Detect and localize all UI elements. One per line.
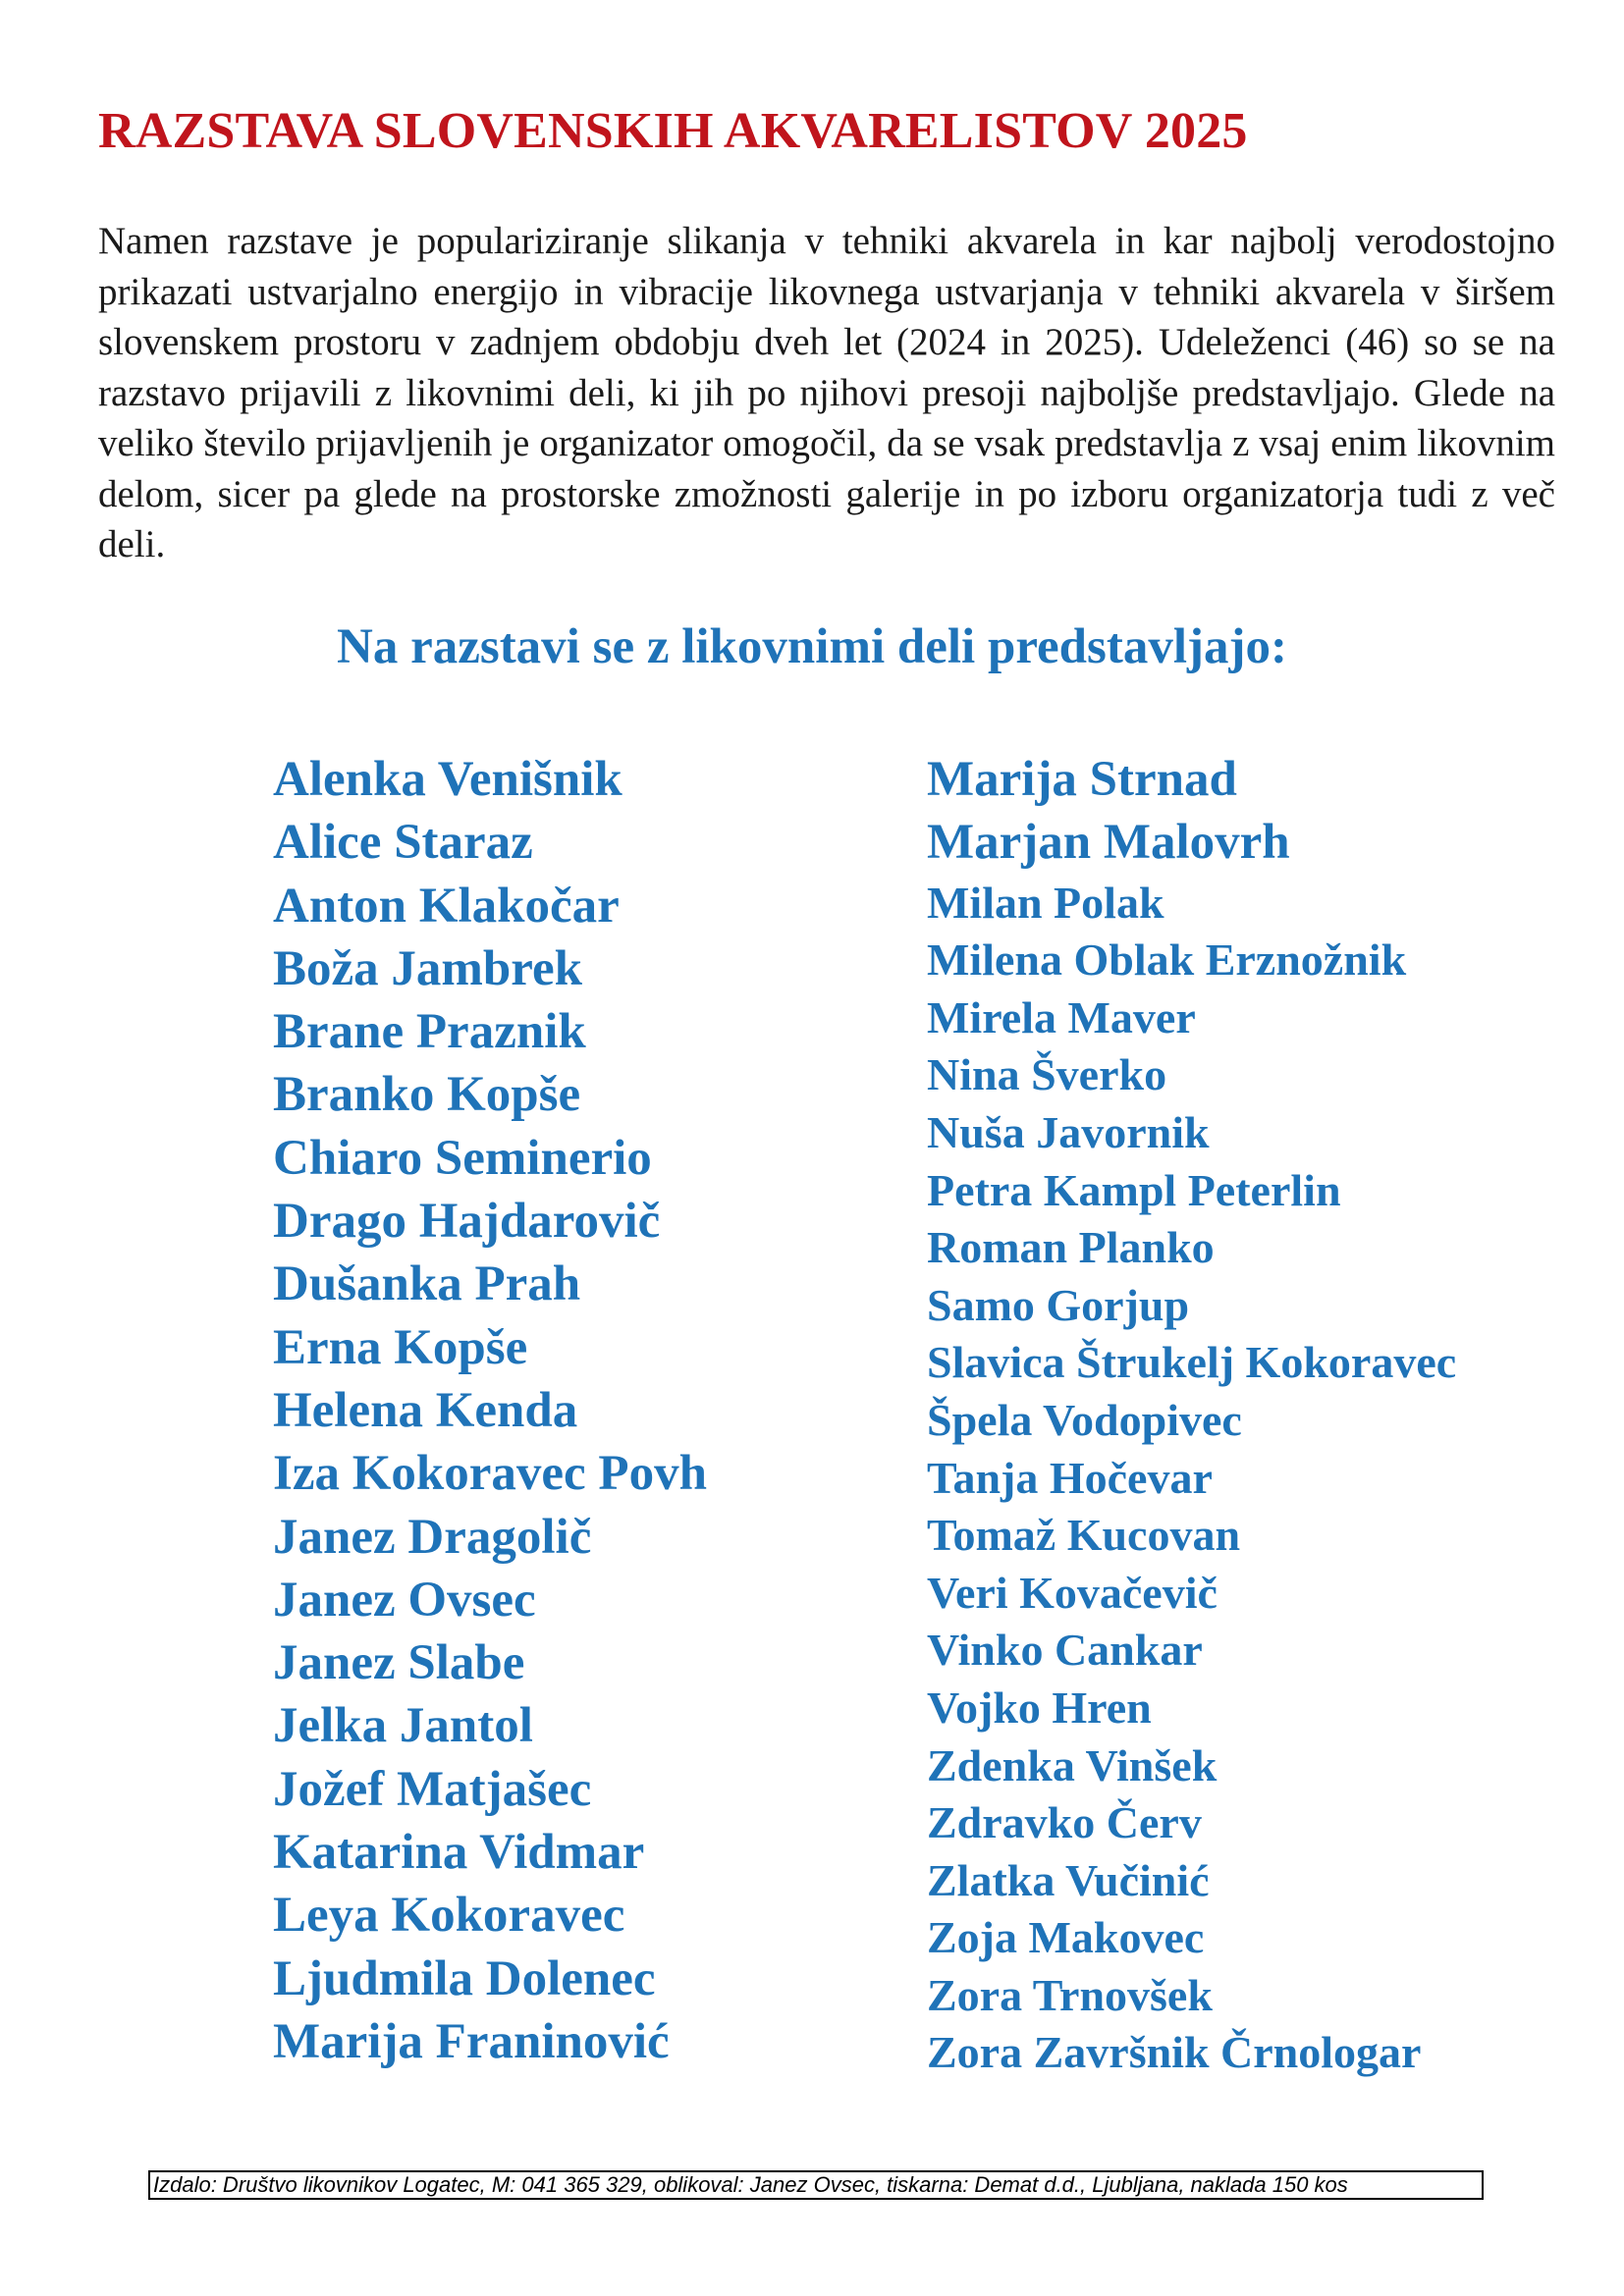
participant-name: Roman Planko bbox=[927, 1222, 1215, 1273]
participant-name: Ljudmila Dolenec bbox=[273, 1950, 656, 2006]
participant-name: Samo Gorjup bbox=[927, 1279, 1190, 1330]
participant-name: Špela Vodopivec bbox=[927, 1394, 1242, 1445]
participant-name: Leya Kokoravec bbox=[273, 1888, 625, 1944]
participant-name: Zoja Makovec bbox=[927, 1912, 1205, 1963]
participant-name: Zdenka Vinšek bbox=[927, 1739, 1218, 1790]
participant-name: Zlatka Vučinić bbox=[927, 1854, 1210, 1905]
participant-name: Erna Kopše bbox=[273, 1319, 528, 1375]
participant-name: Iza Kokoravec Povh bbox=[273, 1446, 707, 1502]
participant-name: Nina Šverko bbox=[927, 1049, 1167, 1100]
participant-name: Chiaro Seminerio bbox=[273, 1130, 652, 1186]
participant-name: Alenka Venišnik bbox=[273, 752, 623, 807]
participant-name: Boža Jambrek bbox=[273, 940, 582, 996]
participant-name: Nuša Javornik bbox=[927, 1106, 1210, 1157]
participant-name: Slavica Štrukelj Kokoravec bbox=[927, 1337, 1457, 1388]
participant-name: Petra Kampl Peterlin bbox=[927, 1164, 1341, 1215]
participant-name: Alice Staraz bbox=[273, 815, 533, 871]
participant-name: Helena Kenda bbox=[273, 1382, 578, 1438]
participant-name: Jelka Jantol bbox=[273, 1698, 533, 1754]
participants-list-left bbox=[273, 748, 707, 2073]
participant-name: Marjan Malovrh bbox=[927, 815, 1290, 871]
participant-name: Zdravko Červ bbox=[927, 1797, 1202, 1848]
participant-name: Mirela Maver bbox=[927, 991, 1196, 1042]
participant-name: Zora Trnovšek bbox=[927, 1969, 1213, 2020]
participant-name: Zora Završnik Črnologar bbox=[927, 2027, 1422, 2078]
participant-name: Katarina Vidmar bbox=[273, 1825, 645, 1881]
participant-name: Drago Hajdarovič bbox=[273, 1194, 661, 1250]
participant-name: Janez Ovsec bbox=[273, 1572, 536, 1628]
participant-name: Vojko Hren bbox=[927, 1682, 1152, 1733]
participant-name: Brane Praznik bbox=[273, 1004, 586, 1060]
intro-paragraph: Namen razstave je populariziranje slikanja v tehniki akvarela in kar najbolj verodostojno prikazati ustvarjalno energijo in vibracije likovnega ustvarjanja v tehniki akvarela v širšem slovenskem prostoru v zadnjem obdobju dveh let (2024 in 2025). Udeleženci (46) so se na razstavo prijavili z likovnimi deli, ki jih po njihovi presoji najboljše predstavljajo. Glede na veliko število prijavljenih je organizator omogočil, da se vsak predstavlja z vsaj enim likovnim delom, sicer pa glede na prostorske zmožnosti galerije in po izboru organizatorja tudi z več deli. bbox=[98, 220, 1555, 565]
participant-name: Branko Kopše bbox=[273, 1067, 581, 1123]
participants-list-right bbox=[927, 748, 1456, 2082]
participant-name: Vinko Cankar bbox=[927, 1625, 1203, 1676]
participant-name: Tanja Hočevar bbox=[927, 1452, 1213, 1503]
page-title: RAZSTAVA SLOVENSKIH AKVARELISTOV 2025 bbox=[98, 103, 1248, 159]
participant-name: Jožef Matjašec bbox=[273, 1761, 592, 1817]
participant-name: Janez Slabe bbox=[273, 1635, 525, 1691]
participant-name: Marija Franinović bbox=[273, 2013, 670, 2069]
participant-name: Tomaž Kucovan bbox=[927, 1510, 1241, 1561]
participant-name: Veri Kovačevič bbox=[927, 1567, 1218, 1618]
participant-name: Milena Oblak Erznožnik bbox=[927, 934, 1407, 986]
participants-heading: Na razstavi se z likovnimi deli predstavljajo: bbox=[337, 619, 1287, 674]
participant-name: Janez Dragolič bbox=[273, 1509, 592, 1565]
participant-name: Dušanka Prah bbox=[273, 1256, 581, 1312]
participant-name: Marija Strnad bbox=[927, 752, 1237, 807]
participant-name: Milan Polak bbox=[927, 877, 1164, 928]
participant-name: Anton Klakočar bbox=[273, 878, 620, 934]
publisher-imprint: Izdalo: Društvo likovnikov Logatec, M: 041 365 329, oblikoval: Janez Ovsec, tiskarna: Demat d.d., Ljubljana, naklada 150 kos bbox=[148, 2170, 1484, 2200]
